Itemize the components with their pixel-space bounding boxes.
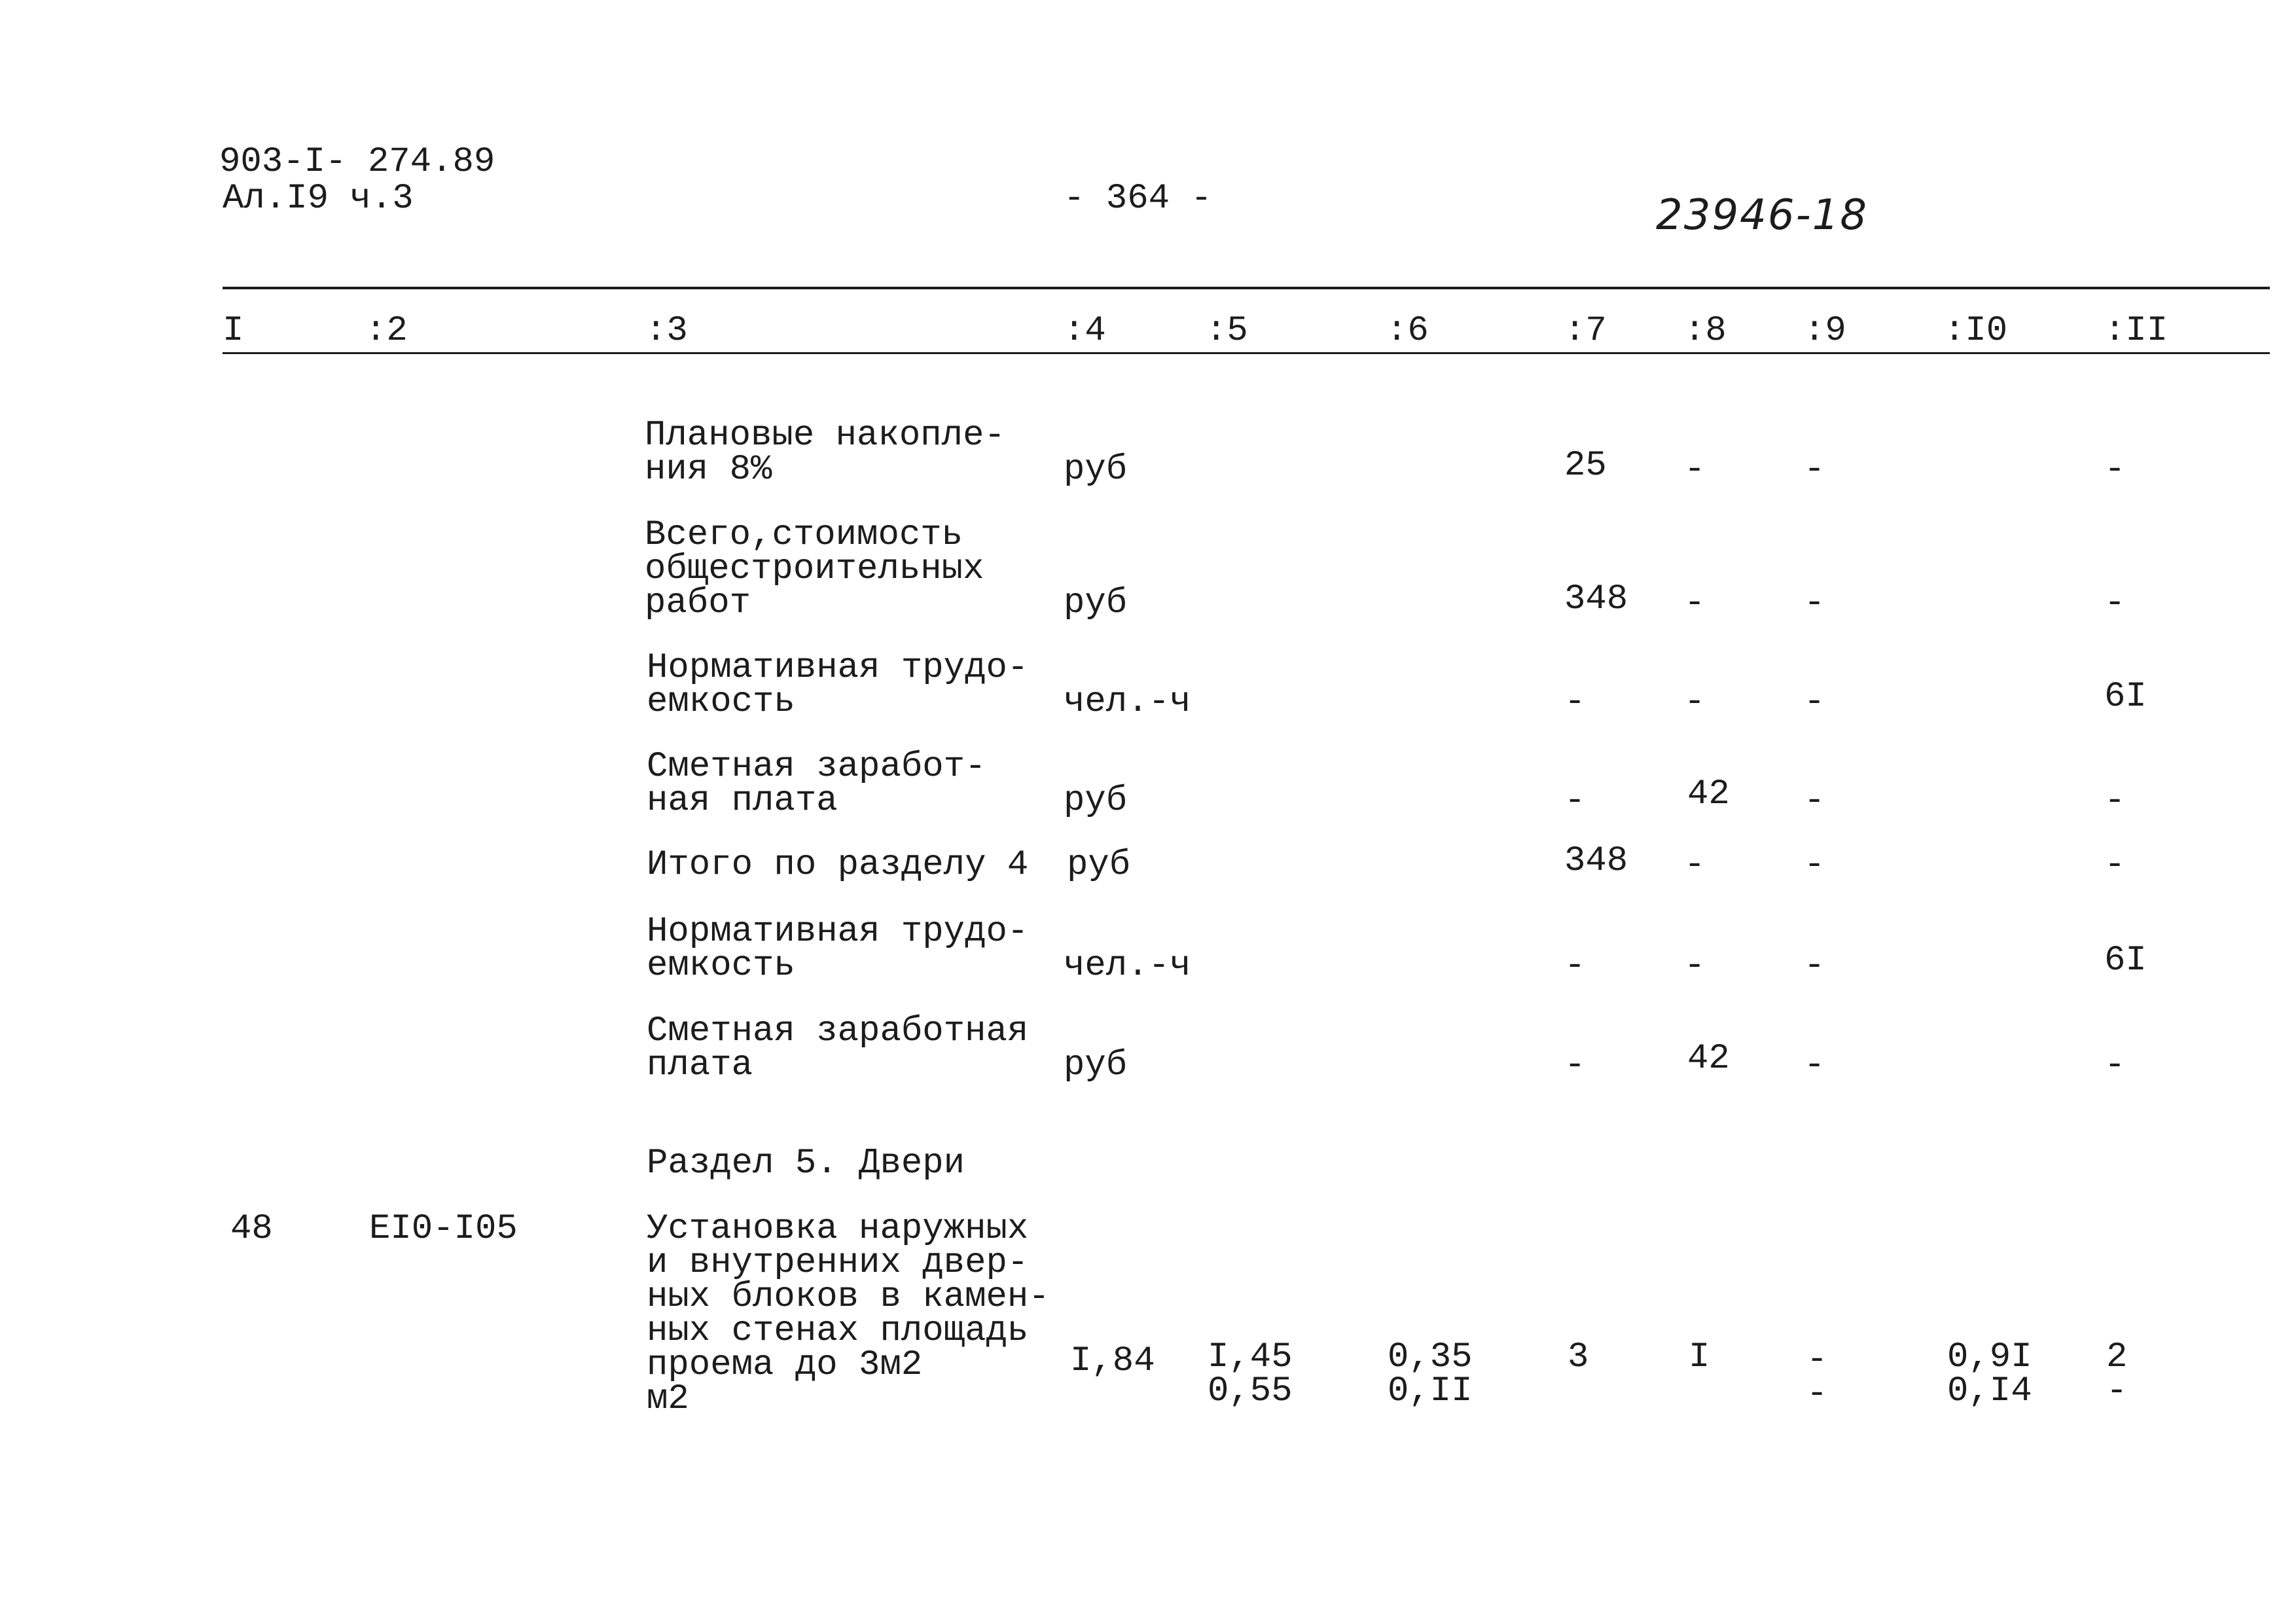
row-unit: чел.-ч [1064,682,1191,722]
column-header-3: :3 [645,311,688,351]
row-unit: руб [1067,845,1131,885]
row-value-col7: - [1564,781,1586,821]
row-description: Сметная заработ- ная плата [647,747,986,821]
item-value-col10: 0,9I 0,I4 [1947,1337,2032,1411]
item-value-col11: 2 - [2106,1337,2128,1411]
item-quantity: I,84 [1070,1341,1155,1381]
row-description: Всего,стоимость общестроительных работ [645,515,984,623]
row-value-col8: 42 [1687,1039,1730,1079]
row-value-col8: - [1684,946,1706,986]
row-value-col9: - [1804,781,1825,821]
row-unit: руб [1064,583,1128,623]
page-number: - 364 - [1064,179,1212,219]
column-header-5: :5 [1206,311,1248,351]
column-header-9: :9 [1804,311,1846,351]
column-header-1: I [223,311,244,351]
item-value-col6: 0,35 0,II [1388,1337,1473,1411]
item-code: EI0-I05 [369,1209,518,1249]
row-value-col9: - [1804,682,1825,722]
registry-number: 23946-18 [1656,191,1869,240]
row-description: Итого по разделу 4 [647,845,1029,885]
row-value-col7: 348 [1564,579,1628,619]
column-header-7: :7 [1564,311,1607,351]
row-value-col9: - [1804,450,1825,490]
row-value-col9: - [1804,1045,1825,1085]
row-value-col11: 6I [2104,941,2147,981]
column-header-10: :I0 [1944,311,2008,351]
row-value-col7: - [1564,946,1586,986]
row-value-col8: - [1684,583,1706,623]
row-value-col9: - [1804,946,1825,986]
album-reference: Ал.I9 ч.3 [223,179,414,219]
row-unit: руб [1064,781,1128,821]
row-value-col9: - [1804,583,1825,623]
column-header-4: :4 [1064,311,1106,351]
row-value-col11: - [2104,845,2126,885]
row-value-col11: - [2104,781,2126,821]
row-value-col7: 348 [1564,841,1628,881]
row-value-col9: - [1804,845,1825,885]
top-rule [223,287,2270,289]
row-value-col8: - [1684,682,1706,722]
item-value-col7: 3 [1568,1337,1589,1377]
row-value-col11: - [2104,1045,2126,1085]
row-value-col11: 6I [2104,677,2147,717]
column-header-11: :II [2104,311,2168,351]
row-value-col7: 25 [1564,446,1607,486]
item-number: 48 [230,1209,273,1249]
row-value-col11: - [2104,583,2126,623]
item-value-col9: - - [1806,1340,1828,1414]
row-description: Нормативная трудо- емкость [647,648,1029,722]
row-value-col7: - [1564,1045,1586,1085]
column-header-2: :2 [365,311,408,351]
item-value-col8: I [1689,1337,1710,1377]
row-description: Нормативная трудо- емкость [647,912,1029,986]
row-unit: руб [1064,450,1128,490]
row-unit: руб [1064,1045,1128,1085]
row-value-col11: - [2104,450,2126,490]
row-description: Плановые накопле- ния 8% [645,416,1005,490]
row-description: Сметная заработная плата [647,1011,1029,1085]
row-value-col8: 42 [1687,774,1730,814]
document-code: 903-I- 274.89 [219,142,495,182]
row-value-col8: - [1684,450,1706,490]
row-unit: чел.-ч [1064,946,1191,986]
column-header-rule [223,352,2270,354]
column-header-8: :8 [1684,311,1727,351]
row-value-col7: - [1564,682,1586,722]
section-heading: Раздел 5. Двери [647,1144,965,1183]
item-value-col5: I,45 0,55 [1208,1337,1293,1411]
column-header-6: :6 [1386,311,1429,351]
item-description: Установка наружных и внутренних двер- ных блоков в камен- ных стенах площадь проема до 3м2 м2 [647,1209,1050,1419]
row-value-col8: - [1684,845,1706,885]
